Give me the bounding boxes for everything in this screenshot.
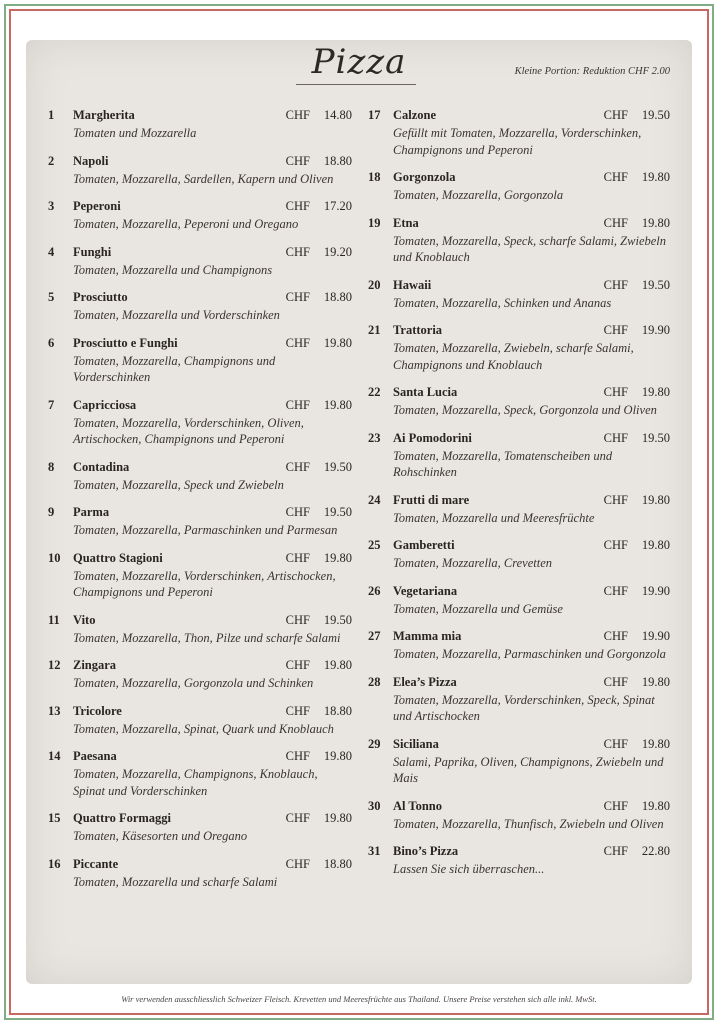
item-description: Tomaten, Mozzarella, Champignons, Knoblauch, Spinat und Vorderschinken (73, 767, 318, 798)
item-currency: CHF (603, 674, 628, 689)
menu-item-header (48, 811, 352, 828)
item-currency: CHF (285, 244, 310, 259)
item-currency: CHF (285, 703, 310, 718)
menu-item-header (368, 278, 670, 295)
item-description: Tomaten, Mozzarella, Thon, Pilze und scharfe Salami (73, 630, 341, 645)
item-price: 19.90 (641, 323, 670, 337)
item-currency: CHF (603, 170, 628, 184)
item-currency: CHF (603, 629, 628, 643)
menu-item-header (368, 493, 670, 510)
item-number: 28 (368, 674, 381, 689)
menu-item-header (368, 385, 670, 402)
item-number: 5 (48, 290, 55, 304)
menu-item-header (368, 584, 670, 601)
item-number: 24 (368, 492, 381, 507)
item-description: Tomaten, Mozzarella, Speck und Zwiebeln (73, 477, 284, 492)
menu-item-header (48, 749, 352, 766)
item-number: 16 (48, 856, 61, 871)
menu-item (48, 336, 352, 386)
item-description: Tomaten, Mozzarella, Parmaschinken und Parmesan (73, 523, 338, 537)
item-price: 19.50 (323, 459, 352, 474)
item-currency: CHF (285, 459, 310, 474)
item-description: Tomaten, Mozzarella, Vorderschinken, Speck, Spinat und Artischocken (393, 692, 655, 723)
item-name: Bino’s Pizza (393, 844, 459, 858)
item-number: 22 (368, 385, 381, 399)
item-description: Tomaten, Mozzarella, Tomatenscheiben und Rohschinken (393, 448, 613, 479)
menu-item (48, 704, 352, 738)
item-number: 6 (48, 335, 55, 350)
item-description: Tomaten, Mozzarella, Schinken und Ananas (393, 295, 612, 310)
menu-item-header (368, 323, 670, 340)
item-price: 14.80 (323, 108, 352, 122)
item-name: Parma (73, 505, 110, 519)
item-number: 1 (48, 108, 55, 122)
item-number: 13 (48, 703, 61, 718)
menu-item (368, 844, 670, 878)
item-currency: CHF (603, 385, 628, 399)
item-number: 10 (48, 550, 61, 565)
item-name: Etna (393, 215, 419, 230)
menu-item-header (48, 398, 352, 415)
item-description: Tomaten, Mozzarella, Crevetten (393, 556, 553, 570)
menu-item-header (48, 857, 352, 874)
item-currency: CHF (285, 199, 310, 213)
item-name: Siciliana (393, 736, 439, 751)
item-price: 19.90 (641, 583, 670, 598)
item-number: 3 (48, 199, 55, 213)
item-price: 19.80 (641, 170, 670, 184)
item-price: 19.80 (641, 674, 670, 689)
menu-item-header (48, 505, 352, 522)
item-price: 19.80 (641, 385, 670, 399)
item-number: 14 (48, 749, 61, 763)
menu-item-header (48, 336, 352, 353)
menu-item-header (368, 431, 670, 448)
item-currency: CHF (285, 612, 310, 627)
item-name: Capricciosa (73, 397, 137, 412)
item-description: Tomaten, Mozzarella und Champignons (73, 262, 273, 277)
item-price: 19.80 (323, 658, 352, 672)
item-name: Prosciutto e Funghi (73, 335, 178, 350)
item-description: Tomaten, Mozzarella, Speck, scharfe Salami, Zwiebeln und Knoblauch (393, 233, 667, 264)
item-price: 19.50 (323, 505, 352, 519)
item-price: 19.80 (641, 492, 670, 507)
item-number: 12 (48, 658, 61, 672)
item-price: 19.80 (323, 550, 352, 565)
item-name: Elea’s Pizza (393, 674, 457, 689)
item-name: Peperoni (73, 199, 121, 213)
menu-item (48, 613, 352, 647)
item-currency: CHF (285, 505, 310, 519)
menu-item (368, 385, 670, 419)
item-name: Mamma mia (393, 629, 462, 643)
item-price: 22.80 (641, 844, 670, 858)
item-name: Paesana (73, 749, 117, 763)
item-number: 20 (368, 277, 381, 292)
menu-item (368, 584, 670, 618)
item-number: 2 (48, 153, 55, 168)
menu-item (368, 629, 670, 663)
item-number: 7 (48, 397, 55, 412)
item-description: Tomaten, Mozzarella und Vorderschinken (73, 308, 280, 322)
item-description: Lassen Sie sich überraschen... (393, 862, 545, 876)
item-description: Tomaten, Mozzarella, Champignons und Vorderschinken (73, 353, 276, 384)
item-price: 19.80 (323, 397, 352, 412)
item-name: Funghi (73, 244, 112, 259)
item-number: 29 (368, 736, 381, 751)
item-name: Gamberetti (393, 538, 455, 552)
menu-item-header (368, 170, 670, 187)
item-name: Piccante (73, 856, 119, 871)
menu-item-header (368, 737, 670, 754)
menu-item-header (368, 108, 670, 125)
item-name: Contadina (73, 459, 130, 474)
menu-item (48, 749, 352, 799)
item-currency: CHF (603, 844, 628, 858)
item-number: 26 (368, 583, 381, 598)
item-description: Tomaten, Mozzarella und scharfe Salami (73, 874, 278, 889)
menu-item (48, 811, 352, 845)
item-currency: CHF (603, 108, 628, 122)
item-number: 31 (368, 844, 381, 858)
item-number: 18 (368, 170, 381, 184)
item-name: Napoli (73, 153, 109, 168)
item-number: 11 (48, 612, 60, 627)
item-number: 30 (368, 798, 381, 813)
item-description: Tomaten, Mozzarella, Vorderschinken, Oliven, Artischocken, Champignons und Peperoni (73, 415, 304, 446)
item-currency: CHF (285, 856, 310, 871)
item-number: 25 (368, 538, 381, 552)
menu-item-header (368, 216, 670, 233)
item-number: 8 (48, 459, 55, 474)
menu-item (368, 493, 670, 527)
item-currency: CHF (285, 550, 310, 565)
item-name: Santa Lucia (393, 385, 458, 399)
menu-item (48, 857, 352, 891)
menu-item-header (48, 613, 352, 630)
item-description: Tomaten, Mozzarella, Vorderschinken, Artischocken, Champignons und Peperoni (73, 568, 336, 599)
menu-item (48, 108, 352, 142)
menu-item (368, 278, 670, 312)
menu-item-header (368, 844, 670, 861)
menu-item-header (368, 799, 670, 816)
item-number: 15 (48, 811, 61, 825)
menu-item (48, 290, 352, 324)
item-currency: CHF (603, 736, 628, 751)
item-name: Al Tonno (393, 798, 442, 813)
item-description: Tomaten, Mozzarella, Peperoni und Oregano (73, 217, 299, 231)
item-description: Gefüllt mit Tomaten, Mozzarella, Vorderschinken, Champignons und Peperoni (393, 126, 642, 157)
menu-item (368, 675, 670, 725)
item-number: 21 (368, 323, 381, 337)
menu-item (48, 658, 352, 692)
item-number: 23 (368, 430, 381, 445)
item-currency: CHF (285, 290, 310, 304)
item-price: 19.80 (323, 811, 352, 825)
item-name: Prosciutto (73, 290, 128, 304)
item-description: Tomaten, Mozzarella und Gemüse (393, 601, 563, 616)
menu-item-header (48, 108, 352, 125)
item-name: Vegetariana (393, 583, 458, 598)
menu-item (368, 799, 670, 833)
item-price: 19.90 (641, 629, 670, 643)
item-currency: CHF (603, 215, 628, 230)
menu-item (48, 505, 352, 539)
item-price: 19.50 (641, 430, 670, 445)
item-number: 4 (48, 244, 55, 259)
item-name: Vito (73, 612, 96, 627)
item-price: 18.80 (323, 153, 352, 168)
menu-item (368, 108, 670, 158)
item-currency: CHF (603, 430, 628, 445)
item-name: Zingara (73, 658, 117, 672)
menu-item-header (368, 675, 670, 692)
item-description: Tomaten, Käsesorten und Oregano (73, 829, 248, 843)
item-description: Tomaten, Mozzarella, Zwiebeln, scharfe Salami, Champignons und Knoblauch (393, 341, 634, 372)
page-title: Pizza (311, 42, 407, 82)
item-number: 9 (48, 505, 55, 519)
portion-note: Kleine Portion: Reduktion CHF 2.00 (514, 66, 670, 77)
item-number: 17 (368, 108, 381, 122)
item-number: 27 (368, 629, 381, 643)
menu-item (48, 199, 352, 233)
menu-item (48, 460, 352, 494)
item-currency: CHF (603, 538, 628, 552)
item-currency: CHF (285, 335, 310, 350)
item-currency: CHF (603, 492, 628, 507)
item-price: 19.80 (641, 538, 670, 552)
item-price: 19.80 (641, 736, 670, 751)
item-name: Trattoria (393, 323, 443, 337)
item-price: 17.20 (323, 199, 352, 213)
item-name: Margherita (73, 108, 135, 122)
item-name: Tricolore (73, 703, 122, 718)
menu-item-header (48, 199, 352, 216)
item-price: 19.50 (641, 108, 670, 122)
item-price: 19.80 (641, 798, 670, 813)
menu-item (368, 431, 670, 481)
item-description: Tomaten, Mozzarella, Gorgonzola und Schinken (73, 676, 314, 690)
menu-item (368, 737, 670, 787)
menu-item-header (48, 551, 352, 568)
menu-item (48, 398, 352, 448)
item-price: 19.80 (323, 335, 352, 350)
item-name: Quattro Stagioni (73, 550, 163, 565)
item-currency: CHF (285, 811, 310, 825)
footer-note: Wir verwenden ausschliesslich Schweizer Fleisch. Krevetten und Meeresfrüchte aus Thailand. Unsere Preise verstehen sich alle inkl. MwSt. (121, 994, 597, 1004)
menu-item-header (48, 460, 352, 477)
item-price: 19.50 (323, 612, 352, 627)
item-price: 18.80 (323, 290, 352, 304)
item-name: Quattro Formaggi (73, 811, 172, 825)
item-description: Tomaten, Mozzarella, Spinat, Quark und Knoblauch (73, 721, 334, 736)
item-description: Tomaten und Mozzarella (73, 126, 197, 140)
menu-item-header (48, 154, 352, 171)
menu-item-header (48, 290, 352, 307)
item-currency: CHF (285, 749, 310, 763)
item-name: Calzone (393, 108, 437, 122)
item-name: Frutti di mare (393, 492, 470, 507)
item-price: 18.80 (323, 703, 352, 718)
menu-item (368, 216, 670, 266)
menu-item-header (368, 629, 670, 646)
menu-item (48, 551, 352, 601)
item-name: Ai Pomodorini (393, 430, 472, 445)
item-price: 19.80 (323, 749, 352, 763)
item-price: 19.50 (641, 277, 670, 292)
menu-item-header (48, 658, 352, 675)
item-number: 19 (368, 215, 381, 230)
item-name: Gorgonzola (393, 170, 456, 184)
item-description: Tomaten, Mozzarella, Speck, Gorgonzola und Oliven (393, 403, 657, 417)
item-currency: CHF (603, 798, 628, 813)
menu-item-header (48, 245, 352, 262)
item-name: Hawaii (393, 277, 432, 292)
menu-column-left (48, 108, 352, 902)
title-underline (296, 84, 416, 85)
item-description: Tomaten, Mozzarella, Parmaschinken und Gorgonzola (393, 647, 666, 661)
menu-item-header (48, 704, 352, 721)
item-description: Tomaten, Mozzarella, Thunfisch, Zwiebeln und Oliven (393, 816, 664, 831)
item-currency: CHF (285, 153, 310, 168)
item-price: 19.20 (323, 244, 352, 259)
item-currency: CHF (603, 323, 628, 337)
menu-item (48, 245, 352, 279)
item-description: Tomaten, Mozzarella und Meeresfrüchte (393, 510, 595, 525)
item-currency: CHF (285, 658, 310, 672)
item-currency: CHF (603, 583, 628, 598)
menu-item-header (368, 538, 670, 555)
item-description: Salami, Paprika, Oliven, Champignons, Zwiebeln und Mais (393, 754, 664, 785)
menu-item (368, 323, 670, 373)
item-currency: CHF (285, 108, 310, 122)
item-price: 19.80 (641, 215, 670, 230)
item-price: 18.80 (323, 856, 352, 871)
item-description: Tomaten, Mozzarella, Sardellen, Kapern und Oliven (73, 171, 334, 186)
menu-item (368, 170, 670, 204)
item-currency: CHF (285, 397, 310, 412)
menu-item (368, 538, 670, 572)
menu-item (48, 154, 352, 188)
item-currency: CHF (603, 277, 628, 292)
item-description: Tomaten, Mozzarella, Gorgonzola (393, 188, 564, 202)
menu-column-right (368, 108, 670, 890)
